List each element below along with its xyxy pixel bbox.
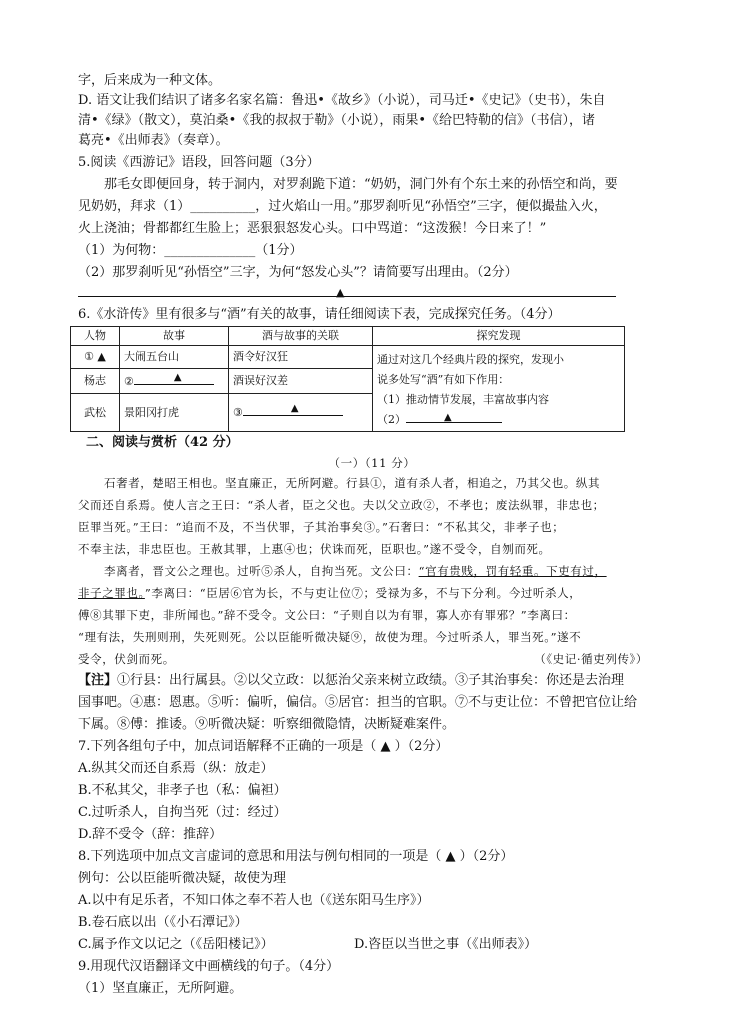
option-d: D.辞不受令（辞：推辞） (78, 827, 223, 842)
table-cell: 大闹五台山 (120, 346, 229, 369)
text-line: 清•《绿》（散文），莫泊桑•《我的叔叔于勒》（小说），雨果•《给巴特勒的信》（书信），诸 (78, 113, 596, 128)
option-c: C.属予作文以记之（《岳阳楼记》） (78, 937, 274, 952)
example-sentence: 例句：公以臣能听微决疑，故使为理 (78, 871, 287, 886)
cell-label: ③ (233, 406, 243, 419)
classical-text: 李离者，晋文公之理也。过听⑤杀人，自拘当死。文公曰： (104, 564, 419, 578)
classical-line: 傅⑧其罪下吏，非所闻也。”辞不受令。文公曰：“子则自以为有罪，寡人亦有罪邪？”李离曰： (78, 608, 576, 622)
option-b: B.不私其父，非孝子也（私：偏袒） (78, 783, 287, 798)
text-line: 字，后来成为一种文体。 (78, 73, 222, 88)
option-d: D. 语文让我们结识了诸多名家名篇：鲁迅•《故乡》（小说），司马迁•《史记》（史书），朱自 (78, 93, 606, 108)
table-cell (229, 394, 373, 432)
section-2-title: 二、阅读与赏析（42 分） (86, 435, 239, 450)
table-row (71, 346, 625, 369)
table-cell: ① ▲ (71, 346, 120, 369)
table-header: 故事 (120, 327, 229, 346)
classical-line: 臣罪当死。”王曰：“追而不及，不当伏罪，子其治事矣③。”石奢曰：“不私其父，非孝子也； (78, 520, 565, 534)
classical-line: 石奢者，楚昭王相也。坚直廉正，无所阿避。行县①，道有杀人者，相追之，乃其父也。纵其 (104, 476, 601, 490)
option-d: D.咨臣以当世之事（《出师表》） (354, 937, 538, 952)
notes-label: 【注】 (78, 673, 118, 688)
option-a: A.纵其父而还自系焉（纵：放走） (78, 761, 274, 776)
table-cell (120, 369, 229, 394)
passage-line: 那毛女即便回身，转于洞内，对罗刹跪下道：“奶奶，洞门外有个东土来的孙悟空和尚，要 (104, 177, 618, 192)
classical-line: 不奉主法，非忠臣也。王赦其罪，上惠④也；伏诛而死，臣职也。”遂不受令，自刎而死。 (78, 542, 551, 556)
notes-line (78, 672, 624, 690)
answer-marker: ▲ (173, 371, 182, 383)
answer-blank (243, 404, 343, 416)
classical-line: 父而还自系焉。使人言之王曰：“杀人者，臣之父也。夫以父立政②，不孝也；废法纵罪，非忠也； (78, 498, 605, 512)
passage-line: 见奶奶，拜求（1）__________，过火焰山一用。”那罗刹听见“孙悟空”三字，便似撮盐入火， (78, 199, 607, 214)
question-5-title: 5.阅读《西游记》语段，回答问题（3分） (78, 155, 320, 170)
finding-line: （1）推动情节发展，丰富故事内容 (377, 393, 549, 406)
table-cell: 杨志 (71, 369, 120, 394)
finding-cell (373, 346, 625, 432)
classical-line: 受令，伏剑而死。 (78, 652, 175, 666)
classical-line (78, 584, 581, 602)
exploration-table (70, 326, 625, 432)
finding-line: 说多处写“酒”有如下作用： (377, 373, 510, 386)
answer-marker: ▲ (290, 403, 299, 414)
table-cell: 酒误好汉差 (229, 369, 373, 394)
classical-text: ”李离曰：“臣居⑥官为长，不与吏让位⑦；受禄为多，不与下分利。今过听杀人， (144, 586, 582, 600)
cell-label: ② (124, 374, 134, 388)
classical-line: “理有法，失刑则刑，失死则死。公以臣能听微决疑⑨，故使为理。今过听杀人，罪当死。”遂不 (78, 630, 582, 644)
option-b: B.卷石底以出（《小石潭记》） (78, 915, 248, 930)
answer-marker: ▲ (336, 286, 345, 299)
question-5-sub1: （1）为何物：______________（1分） (78, 243, 303, 258)
notes-text: ①行县：出行属县。②以父立政：以惩治父亲来树立政绩。③子其治事矣：你还是去治理 (117, 673, 625, 688)
underlined-sentence: “官有贵贱，罚有轻重。下吏有过， (418, 564, 607, 578)
answer-blank (406, 411, 502, 423)
underlined-sentence: 非子之罪也。 (78, 586, 145, 600)
question-7-title: 7.下列各组句子中，加点词语解释不正确的一项是（ ▲ ）（2分） (78, 739, 449, 754)
option-c: C.过听杀人，自拘当死（过：经过） (78, 805, 287, 820)
passage-line: 火上浇油；骨都都红生脸上；恶狠狠怒发心头。口中骂道：“这泼猴！今日来了！” (78, 221, 547, 236)
question-6-title: 6.《水浒传》里有很多与“酒”有关的故事，请任细阅读下表，完成探究任务。（4分） (78, 307, 561, 322)
text-line: 葛亮•《出师表》（奏章）。 (78, 133, 229, 148)
section-2-subtitle: （一）（11 分） (328, 456, 416, 470)
notes-line: 下属。⑧傅：推诿。⑨听微决疑：听察细微隐情，决断疑难案件。 (78, 717, 456, 732)
finding-line: 通过对这几个经典片段的探究，发现小 (377, 353, 564, 366)
table-cell: 武松 (71, 394, 120, 432)
finding-label: （2） (377, 413, 406, 426)
table-header: 探究发现 (373, 327, 625, 346)
table-cell: 酒令好汉狂 (229, 346, 373, 369)
table-header-row (71, 327, 625, 346)
notes-line: 国事吧。④惠：恩惠。⑤听：偏听，偏信。⑤居官：担当的官职。⑦不与吏让位：不曾把官位让给 (78, 695, 638, 710)
table-cell: 景阳冈打虎 (120, 394, 229, 432)
classical-line (104, 562, 607, 580)
question-5-sub2: （2）那罗刹听见“孙悟空”三字，为何“怒发心头”？请简要写出理由。（2分） (78, 265, 518, 280)
table-header: 酒与故事的关联 (229, 327, 373, 346)
option-a: A.以中有足乐者，不知口体之奉不若人也（《送东阳马生序》） (78, 893, 430, 908)
question-8-title: 8.下列选项中加点文言虚词的意思和用法与例句相同的一项是（ ▲ ）（2分） (78, 849, 514, 864)
question-9-sub1: （1）坚直廉正，无所阿避。 (78, 981, 243, 996)
answer-blank (134, 373, 214, 385)
source-citation: （《史记·循吏列传》） (534, 652, 648, 666)
finding-line (377, 410, 620, 430)
question-9-title: 9.用现代汉语翻译文中画横线的句子。（4分） (78, 959, 340, 974)
answer-marker: ▲ (444, 412, 452, 423)
table-header: 人物 (71, 327, 120, 346)
answer-line (78, 296, 616, 297)
